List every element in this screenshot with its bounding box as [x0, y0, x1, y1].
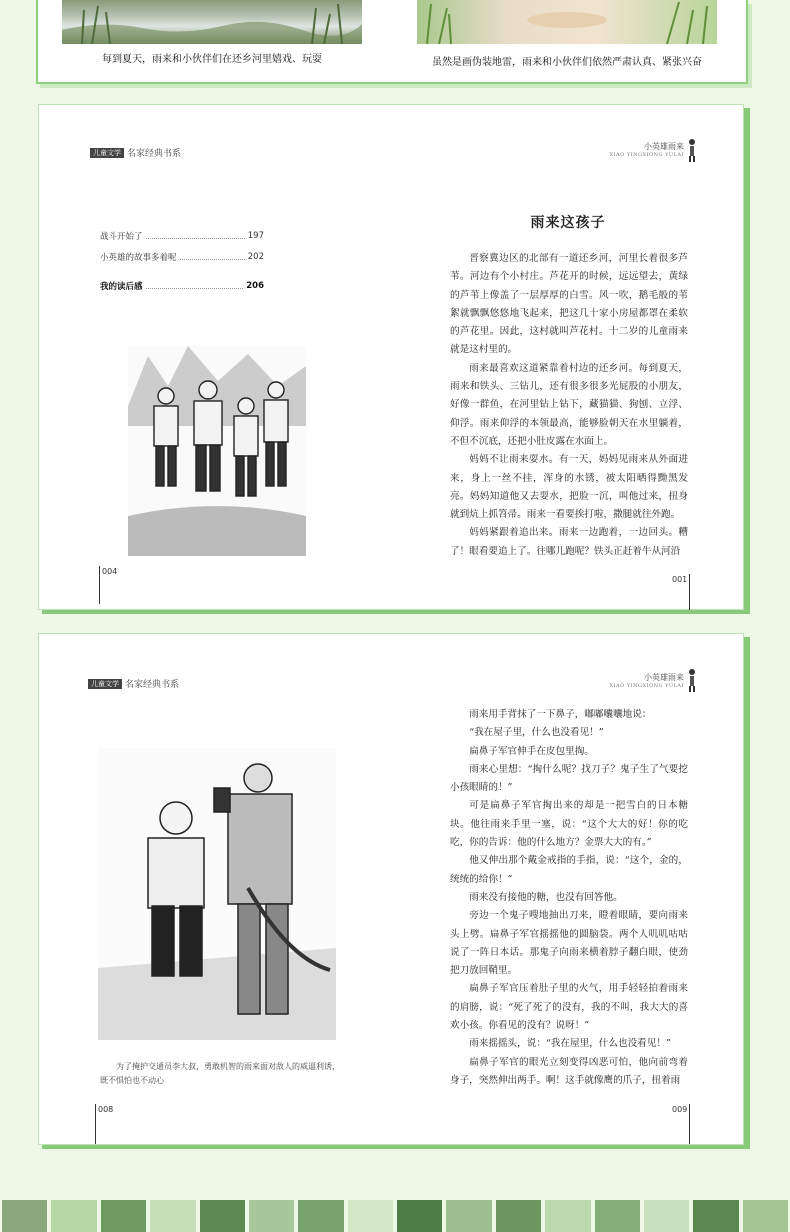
color-swatch — [496, 1200, 541, 1232]
river-illustration — [62, 0, 362, 44]
series-brand: 名家经典书系 — [125, 680, 180, 690]
color-swatch — [150, 1200, 195, 1232]
paragraph: “我在屋子里，什么也没看见！” — [469, 727, 604, 739]
book-title: 小英雄雨来 — [644, 142, 684, 151]
reeds-illustration — [417, 0, 717, 44]
color-swatch — [693, 1200, 738, 1232]
chapter-title: 雨来这孩子 — [530, 215, 606, 231]
paragraph: 扁鼻子军官的眼光立刻变得凶恶可怕，他向前弯着身子，突然伸出两手。啊！这手就像鹰的爪子，扭着雨 — [450, 1056, 688, 1086]
color-swatch — [298, 1200, 343, 1232]
paragraph: 雨来没有接他的糖，也没有回答他。 — [469, 891, 623, 903]
toc-page: 202 — [247, 252, 264, 262]
caption-left: 每到夏天，雨来和小伙伴们在还乡河里嬉戏、玩耍 — [102, 54, 322, 65]
series-tag: 儿童文学 — [88, 679, 122, 689]
series-brand: 名家经典书系 — [127, 149, 182, 159]
color-swatch — [446, 1200, 491, 1232]
color-swatch — [397, 1200, 442, 1232]
toc-label: 战斗开始了 — [100, 232, 143, 242]
toc-label: 我的读后感 — [100, 282, 143, 292]
page-number-left: 004 — [102, 567, 118, 576]
paragraph: 妈妈紧跟着追出来。雨来一边跑着，一边回头。糟了！眼看要追上了。往哪儿跑呢？铁头正赶着牛从河沿 — [450, 527, 688, 557]
paragraph: 妈妈不让雨来耍水。有一天，妈妈见雨来从外面进来，身上一丝不挂，浑身的水锈，被太阳晒得黝黑发亮。妈妈知道他又去耍水，把脸一沉，叫他过来，扭身就到炕上抓笤帚。雨来一看要挨打啦，撒腿就往外跑。 — [450, 454, 688, 521]
page-marker-line — [689, 1104, 690, 1144]
color-swatch — [200, 1200, 245, 1232]
chapter-text — [450, 250, 688, 561]
toc-page: 197 — [247, 231, 264, 241]
color-swatch — [101, 1200, 146, 1232]
color-swatch — [743, 1200, 788, 1232]
page-marker-line — [689, 574, 690, 610]
running-head-icon — [687, 138, 697, 162]
series-label — [88, 677, 179, 690]
color-swatch — [2, 1200, 47, 1232]
paragraph: 晋察冀边区的北部有一道还乡河，河里长着很多芦苇。河边有个小村庄。芦花开的时候，远远望去，黄绿的芦苇上像盖了一层厚厚的白雪。风一吹，鹅毛般的苇絮就飘飘悠悠地飞起来，把这几十家小房屋都罩在柔软的芦花里。因此，这村就叫芦花村。十二岁的儿童雨来就是这村里的。 — [450, 253, 688, 356]
children-illustration — [128, 346, 306, 556]
book-pinyin: XIAO YINGXIONG YULAI — [609, 683, 684, 689]
toc-item[interactable] — [100, 280, 264, 292]
color-swatch — [249, 1200, 294, 1232]
paragraph: 可是扁鼻子军官掏出来的却是一把雪白的日本糖块。他往雨来手里一塞，说：“这个大大的好！你的吃吃，你的告诉：他的什么地方？金票大大的有。” — [450, 800, 688, 849]
series-tag: 儿童文学 — [90, 148, 124, 158]
book-title: 小英雄雨来 — [644, 673, 684, 682]
paragraph: 扁鼻子军官压着肚子里的火气，用手轻轻拍着雨来的肩膀，说：“死了死了的没有，我的不叫，我大大的喜欢小孩。你看见的没有？说呀！” — [450, 983, 688, 1032]
running-head — [600, 673, 684, 691]
running-head — [600, 142, 684, 160]
paragraph: 雨来最喜欢这道紧靠着村边的还乡河。每到夏天，雨来和铁头、三钻儿，还有很多很多光屁股的小朋友，好像一群鱼，在河里钻上钻下，藏猫猫、狗刨、立浮、仰浮。雨来仰浮的本领最高，能够脸朝天在水里躺着，不但不沉底，还把小肚皮露在水面上。 — [450, 362, 688, 447]
paragraph: 扁鼻子军官伸手在皮包里掏。 — [469, 745, 594, 757]
color-swatch — [545, 1200, 590, 1232]
color-swatch — [595, 1200, 640, 1232]
toc-page: 206 — [246, 281, 264, 291]
page-number-left: 008 — [98, 1105, 114, 1114]
toc-label: 小英雄的故事多着呢 — [100, 253, 177, 263]
page-number-right: 001 — [672, 575, 688, 584]
page-marker-line — [99, 566, 100, 604]
paragraph: 他又伸出那个戴金戒指的手指，说：“这个，金的，统统的给你！” — [450, 855, 688, 885]
color-swatch — [644, 1200, 689, 1232]
toc-item[interactable] — [100, 230, 264, 242]
chapter-text — [450, 706, 688, 1090]
paragraph: 雨来用手背抹了一下鼻子，嘟嘟囔囔地说： — [469, 709, 652, 720]
color-swatch — [348, 1200, 393, 1232]
paragraph: 旁边一个鬼子嗖地抽出刀来，瞪着眼睛，要向雨来头上劈。扁鼻子军官摇摇他的圆脑袋。两个人叽叽咕咕说了一阵日本话。那鬼子向雨来横着脖子翻白眼，使劲把刀放回鞘里。 — [450, 910, 688, 977]
color-swatch — [51, 1200, 96, 1232]
page-number-right: 009 — [672, 1105, 688, 1114]
series-label — [90, 146, 181, 159]
paragraph: 雨来心里想：“掏什么呢？找刀子？鬼子生了气要挖小孩眼睛的！” — [450, 763, 688, 794]
toc-item[interactable] — [100, 251, 264, 263]
book-pinyin: XIAO YINGXIONG YULAI — [609, 152, 684, 158]
page-marker-line — [95, 1104, 96, 1144]
boy-and-soldier-illustration — [98, 748, 336, 1040]
caption-right: 虽然是画伪装地雷，雨来和小伙伴们依然严肃认真、紧张兴奋 — [432, 57, 702, 68]
illustration-caption: 为了掩护交通员李大叔，勇敢机智的雨来面对敌人的威逼利诱，既不惧怕也不动心 — [100, 1062, 340, 1085]
paragraph: 雨来摇摇头，说：“我在屋里，什么也没看见！” — [469, 1038, 671, 1050]
running-head-icon — [687, 668, 697, 692]
